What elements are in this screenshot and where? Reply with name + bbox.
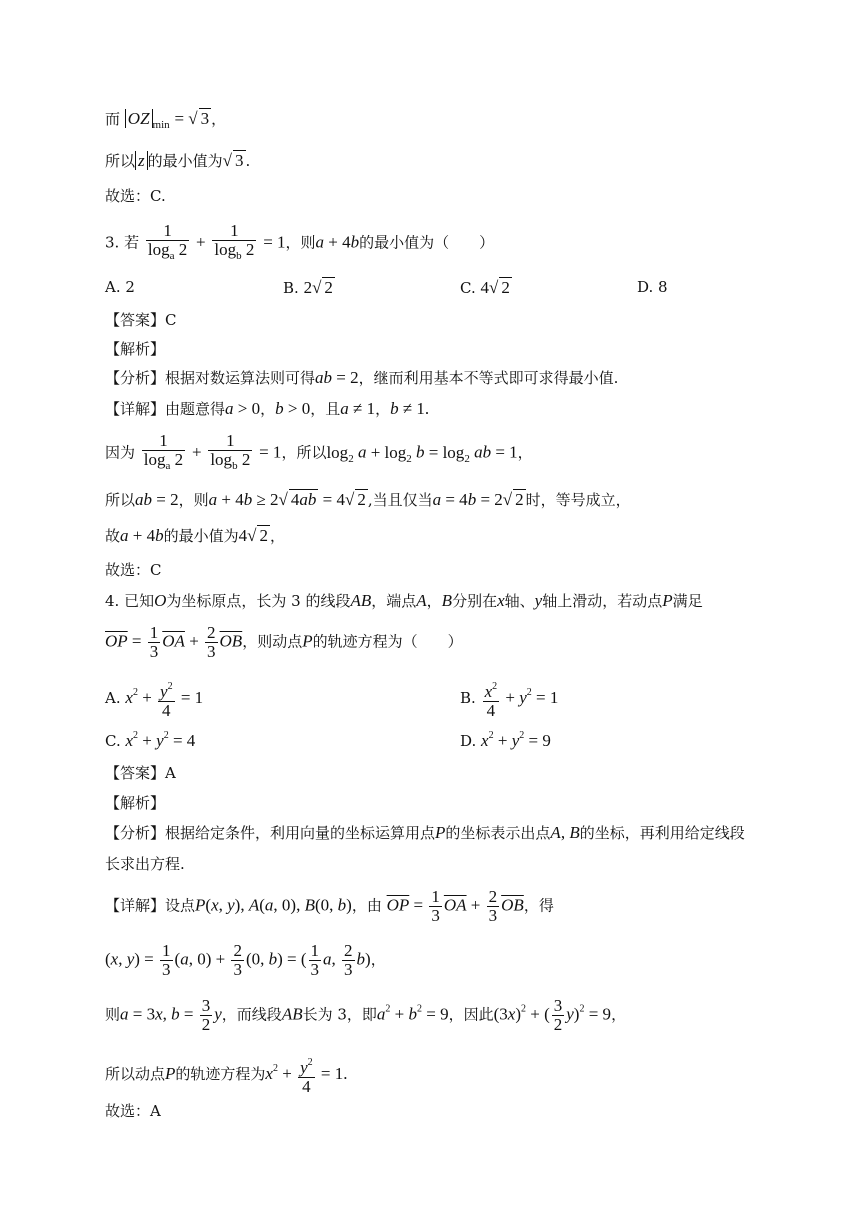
q4-option-d: D. $x^2 + y^2 = 9$ bbox=[460, 730, 551, 750]
trajectory-line: 所以动点P的轨迹方程为$x^2$ + $\frac{y^2}{4}$ = 1. bbox=[105, 1054, 828, 1096]
answer-choice-line: 故选：C. bbox=[105, 187, 166, 205]
answer-choice-line: 故选：A bbox=[105, 1102, 161, 1120]
question-4: 4. 已知O为坐标原点，长为 3 的线段AB，端点A，B分别在x轴、y轴上滑动，若动点P满足 bbox=[105, 591, 703, 610]
q3-option-d: D. 8 bbox=[637, 278, 668, 296]
detail-line: 【详解】设点P(x, y), A(a, 0), B(0, b)，由 $\overline{OP}$ = $\frac{1}{3}$ $\overline{OA}$ + $\frac{2}{3}$ $\overline{OB}$，得 bbox=[105, 887, 554, 925]
substitution-line: 则a = 3x, b = $\frac{3}{2}$ y，而线段AB长为 3，即$a^2 + b^2 = 9$，因此$(3x)^2$ + ( $\frac{3}{2}$ y)$^2$ = 9， bbox=[105, 996, 627, 1034]
q3-option-a: A. 2 bbox=[105, 278, 135, 296]
answer-choice-line: 故选：C bbox=[105, 561, 162, 579]
analysis-summary-cont: 长求出方程. bbox=[105, 855, 185, 873]
analysis-summary: 【分析】根据对数运算法则可得ab = 2，继而利用基本不等式即可求得最小值. bbox=[105, 368, 619, 387]
coordinate-line: (x, y) = $\frac{1}{3}$ (a, 0) + $\frac{2}{3}$ (0, b) = ( $\frac{1}{3}$ a, $\frac{2}{3}$ b)， bbox=[105, 941, 386, 979]
inequality-line: 所以ab = 2，则a + 4b ≥ 2√ 4ab = 4√ 2 ,当且仅当a = 4b = 2√ 2 时，等号成立， bbox=[105, 490, 631, 509]
detail-line: 【详解】由题意得a > 0，b > 0，且a ≠ 1，b ≠ 1. bbox=[105, 399, 430, 418]
analysis-summary: 【分析】根据给定条件，利用向量的坐标运算用点P的坐标表示出点A, B的坐标，再利用给定线段 bbox=[105, 823, 745, 842]
answer-label: 【答案】A bbox=[105, 764, 176, 782]
answer-label: 【答案】C bbox=[105, 311, 177, 329]
conclusion-line: 故a + 4b的最小值为4√ 2 ， bbox=[105, 526, 285, 545]
line-oz-min: 而 OZ $_{min}$ = √ 3 ， bbox=[105, 109, 227, 131]
question-4-vector: $\overline{OP}$ = $\frac{1}{3}$ $\overline{OA}$ + $\frac{2}{3}$ $\overline{OB}$，则动点P的轨迹方程为（ ） bbox=[105, 623, 463, 661]
q4-option-c: C. $x^2 + y^2 = 4$ bbox=[105, 730, 196, 750]
because-line: 因为 $\frac{1}{\log_a 2}$ + $\frac{1}{\log_b 2}$ = 1，所以$\log_2 a + \log_2 b = \log_2$ ab = 1， bbox=[105, 431, 533, 472]
analysis-label: 【解析】 bbox=[105, 794, 166, 812]
q4-option-b: B. $\frac{x^2}{4}$ + $y^2 = 1$ bbox=[460, 678, 558, 720]
line-z-min: 所以 z 的最小值为√ 3 . bbox=[105, 151, 251, 170]
question-3: 3. 若 $\frac{1}{\log_a 2}$ + $\frac{1}{\log_b 2}$ = 1，则a + 4b的最小值为（ ） bbox=[105, 221, 495, 262]
text: 而 bbox=[105, 110, 121, 128]
analysis-label: 【解析】 bbox=[105, 340, 166, 358]
q3-option-b: B. 2√ 2 bbox=[283, 278, 333, 297]
q4-option-a: A. $x^2$ + $\frac{y^2}{4}$ = 1 bbox=[105, 678, 203, 720]
q3-option-c: C. 4√ 2 bbox=[460, 278, 510, 297]
